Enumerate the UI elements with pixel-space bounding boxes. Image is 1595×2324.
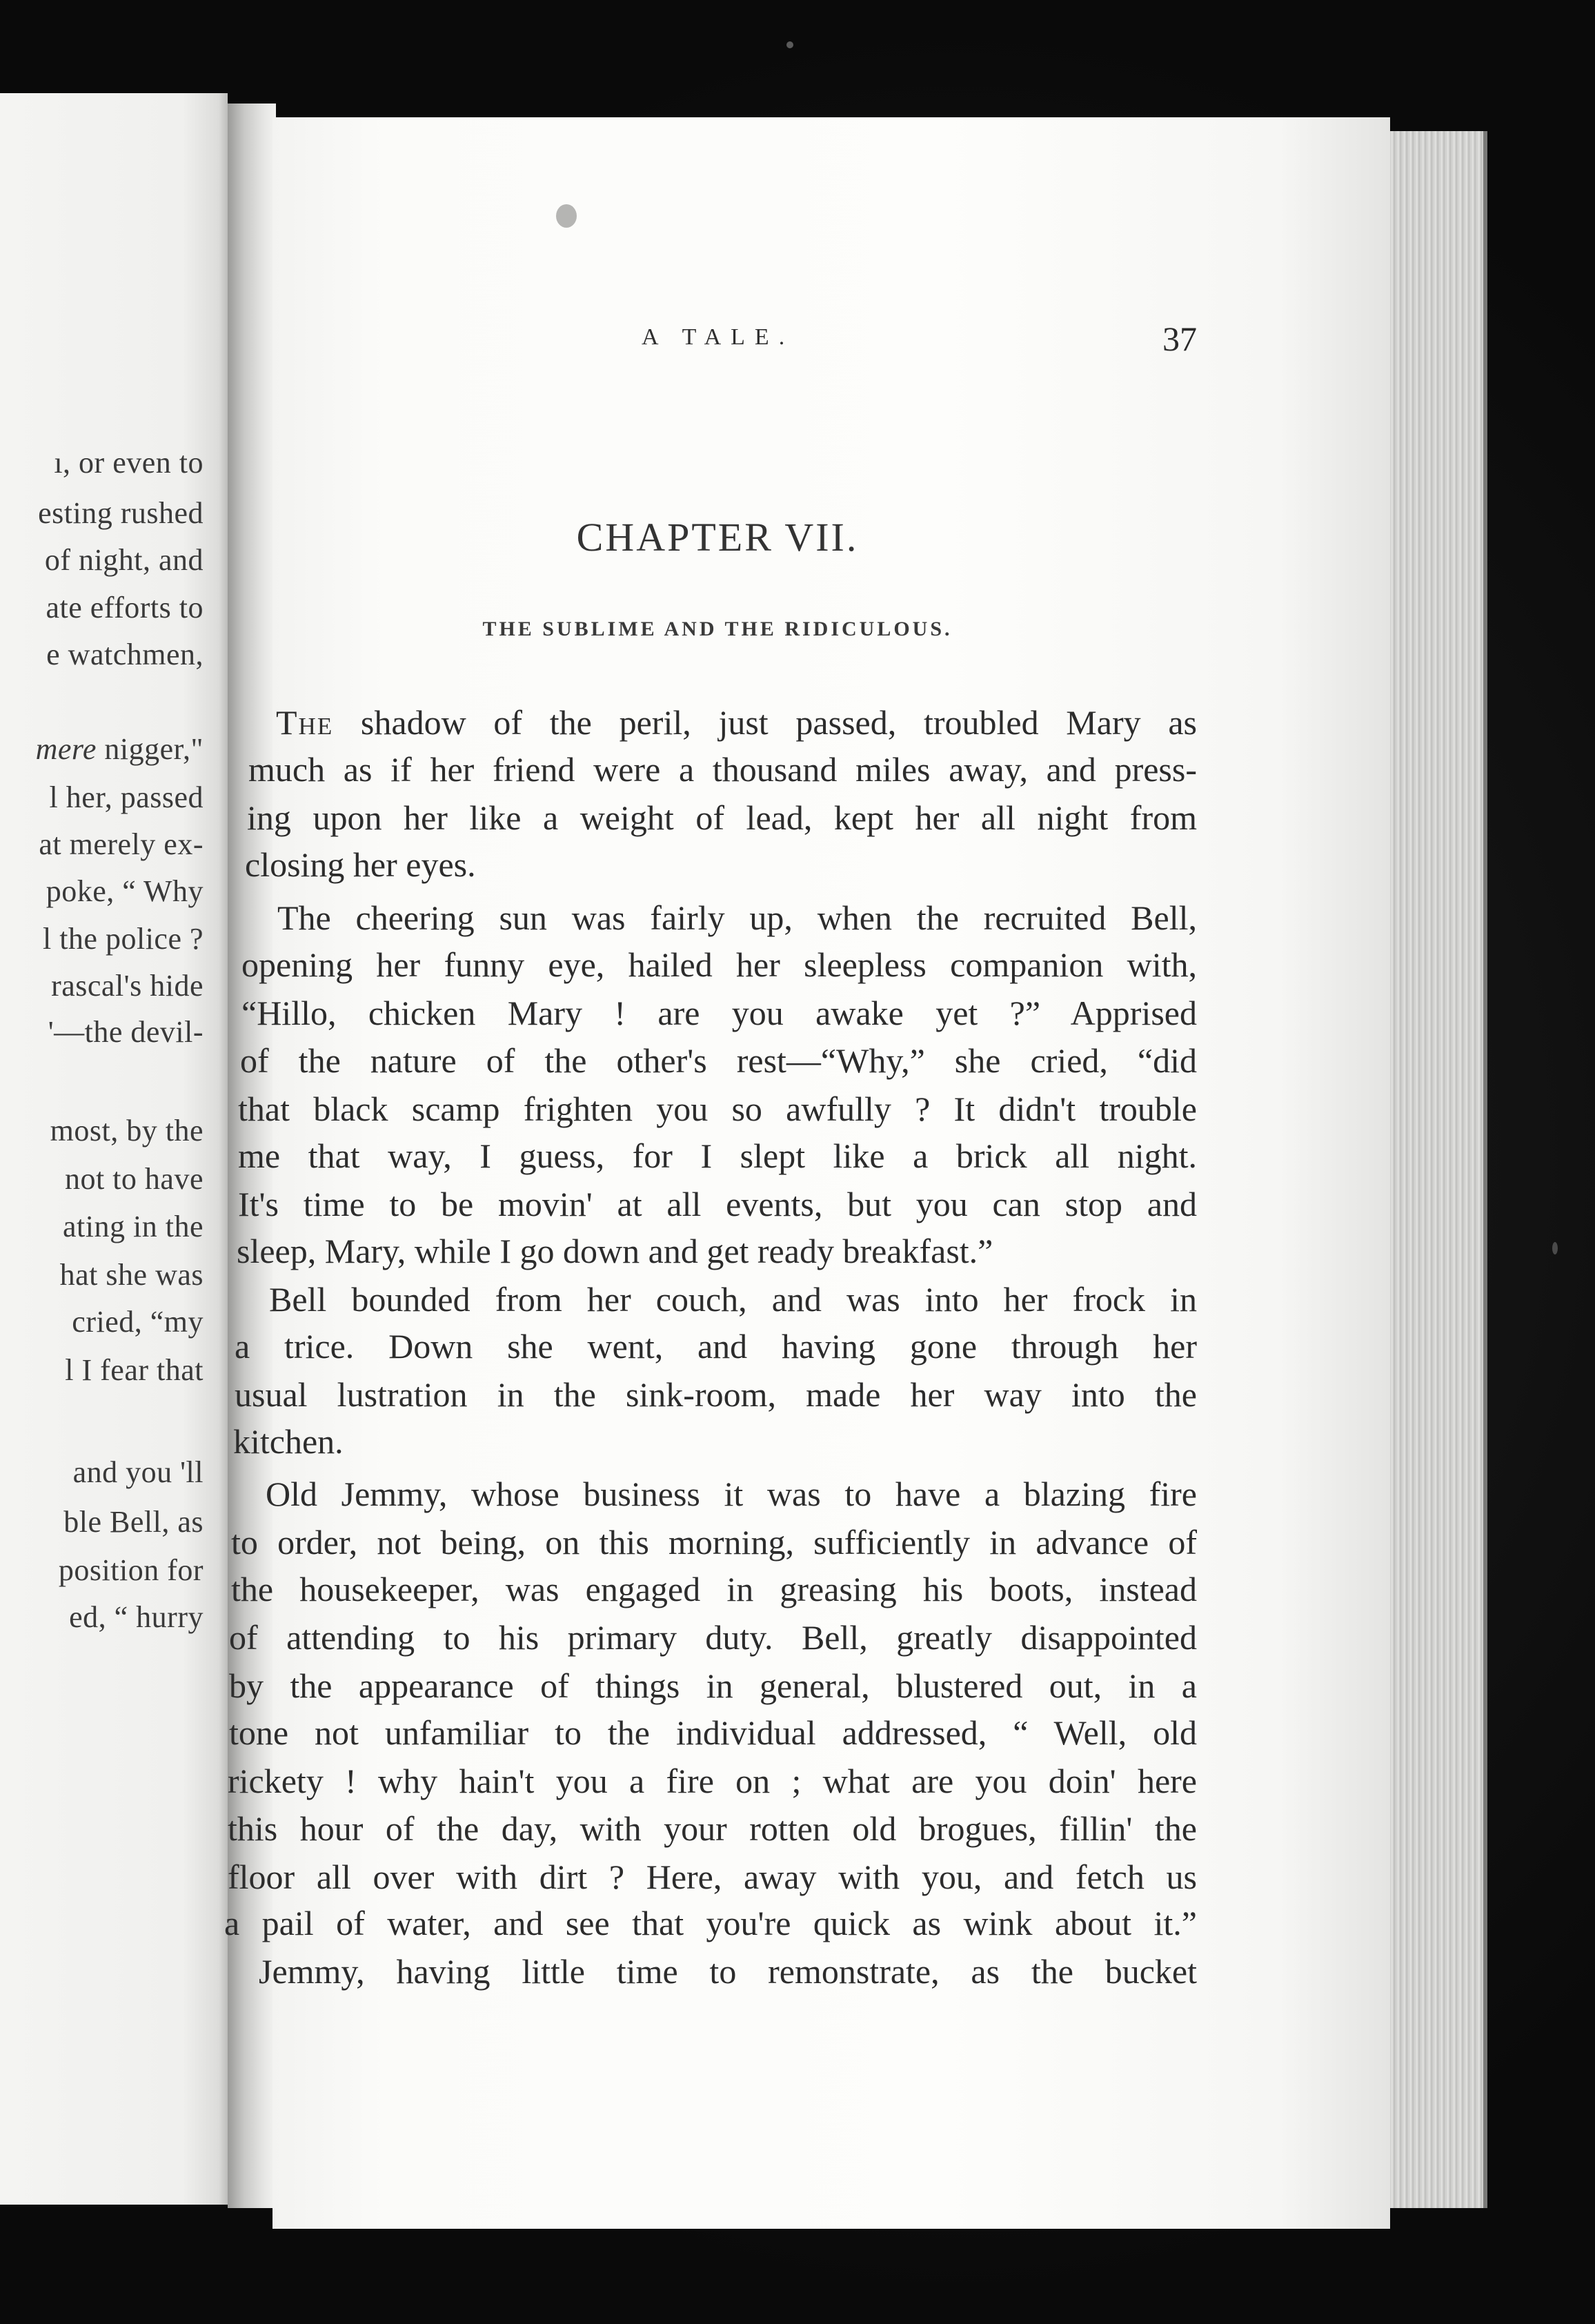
left-page-line: ble Bell, as [63, 1505, 204, 1539]
body-line: closing her eyes. [245, 845, 476, 884]
body-line: a trice. Down she went, and having gone through her [235, 1329, 1197, 1366]
body-line: It's time to be movin' at all events, but you can stop and [238, 1187, 1197, 1223]
chapter-subtitle: THE SUBLIME AND THE RIDICULOUS. [482, 618, 953, 640]
left-page-line: '—the devil- [48, 1015, 204, 1049]
body-line: Old Jemmy, whose business it was to have a blazing fire [266, 1477, 1197, 1513]
left-page-line: l the police ? [42, 922, 204, 956]
left-page-line: ate efforts to [46, 591, 204, 624]
left-page-line: l her, passed [49, 780, 204, 814]
left-page-line: ating in the [63, 1210, 204, 1243]
body-line: ing upon her like a weight of lead, kept her all night from [247, 800, 1197, 837]
body-line: The shadow of the peril, just passed, troubled Mary as [276, 705, 1197, 742]
body-line: “Hillo, chicken Mary ! are you awake yet ?” Apprised [241, 996, 1197, 1032]
left-page-line: mere nigger," [35, 732, 204, 766]
body-line: rickety ! why hain't you a fire on ; what are you doin' here [228, 1764, 1197, 1800]
left-page-line: position for [58, 1553, 204, 1587]
left-page-line: l I fear that [65, 1353, 204, 1387]
body-line: to order, not being, on this morning, sufficiently in advance of [231, 1525, 1197, 1562]
left-page-line: cried, “my [72, 1305, 204, 1339]
left-page-line: ed, “ hurry [69, 1600, 204, 1634]
left-page-line: hat she was [59, 1258, 204, 1292]
body-line: much as if her friend were a thousand miles away, and press- [248, 752, 1197, 789]
scan-speck [1552, 1242, 1558, 1254]
body-line: that black scamp frighten you so awfully ? It didn't trouble [238, 1092, 1197, 1128]
left-page-line: poke, “ Why [46, 874, 204, 908]
body-line: a pail of water, and see that you're quick as wink about it.” [224, 1906, 1197, 1942]
body-line: sleep, Mary, while I go down and get ready breakfast.” [237, 1232, 993, 1270]
body-line: Bell bounded from her couch, and was into her frock in [269, 1282, 1197, 1319]
chapter-title: CHAPTER VII. [576, 515, 859, 560]
left-page-line: at merely ex- [39, 827, 204, 861]
left-page-line: not to have [64, 1162, 204, 1196]
body-line: of attending to his primary duty. Bell, greatly disappointed [229, 1620, 1197, 1657]
left-page-line: rascal's hide [51, 969, 204, 1003]
body-line: of the nature of the other's rest—“Why,” she cried, “did [240, 1043, 1197, 1080]
scan-speck [556, 204, 577, 228]
left-page-line: and you 'll [72, 1455, 204, 1489]
running-head: A TALE. [642, 324, 795, 350]
page-number: 37 [1162, 319, 1197, 358]
scan-speck [786, 41, 793, 48]
body-line: opening her funny eye, hailed her sleepless companion with, [241, 947, 1197, 984]
body-line: by the appearance of things in general, blustered out, in a [229, 1668, 1197, 1705]
left-page [0, 93, 228, 2205]
left-page-line: ı, or even to [54, 446, 204, 480]
body-line: Jemmy, having little time to remonstrate, as the bucket [259, 1954, 1197, 1991]
page-edges-stack [1390, 131, 1487, 2208]
body-line: me that way, I guess, for I slept like a brick all night. [238, 1139, 1197, 1175]
body-line: usual lustration in the sink-room, made her way into the [235, 1377, 1197, 1414]
body-line: kitchen. [233, 1422, 344, 1461]
body-line: floor all over with dirt ? Here, away with you, and fetch us [228, 1860, 1197, 1896]
left-page-line: of night, and [44, 543, 204, 577]
body-line: this hour of the day, with your rotten old brogues, fillin' the [228, 1811, 1197, 1848]
left-page-line: esting rushed [38, 496, 204, 530]
left-page-line: most, by the [50, 1114, 204, 1148]
body-line: tone not unfamiliar to the individual addressed, “ Well, old [229, 1715, 1197, 1752]
body-line: The cheering sun was fairly up, when the recruited Bell, [277, 900, 1197, 937]
body-line: the housekeeper, was engaged in greasing his boots, instead [231, 1572, 1197, 1608]
left-page-line: e watchmen, [46, 638, 204, 671]
